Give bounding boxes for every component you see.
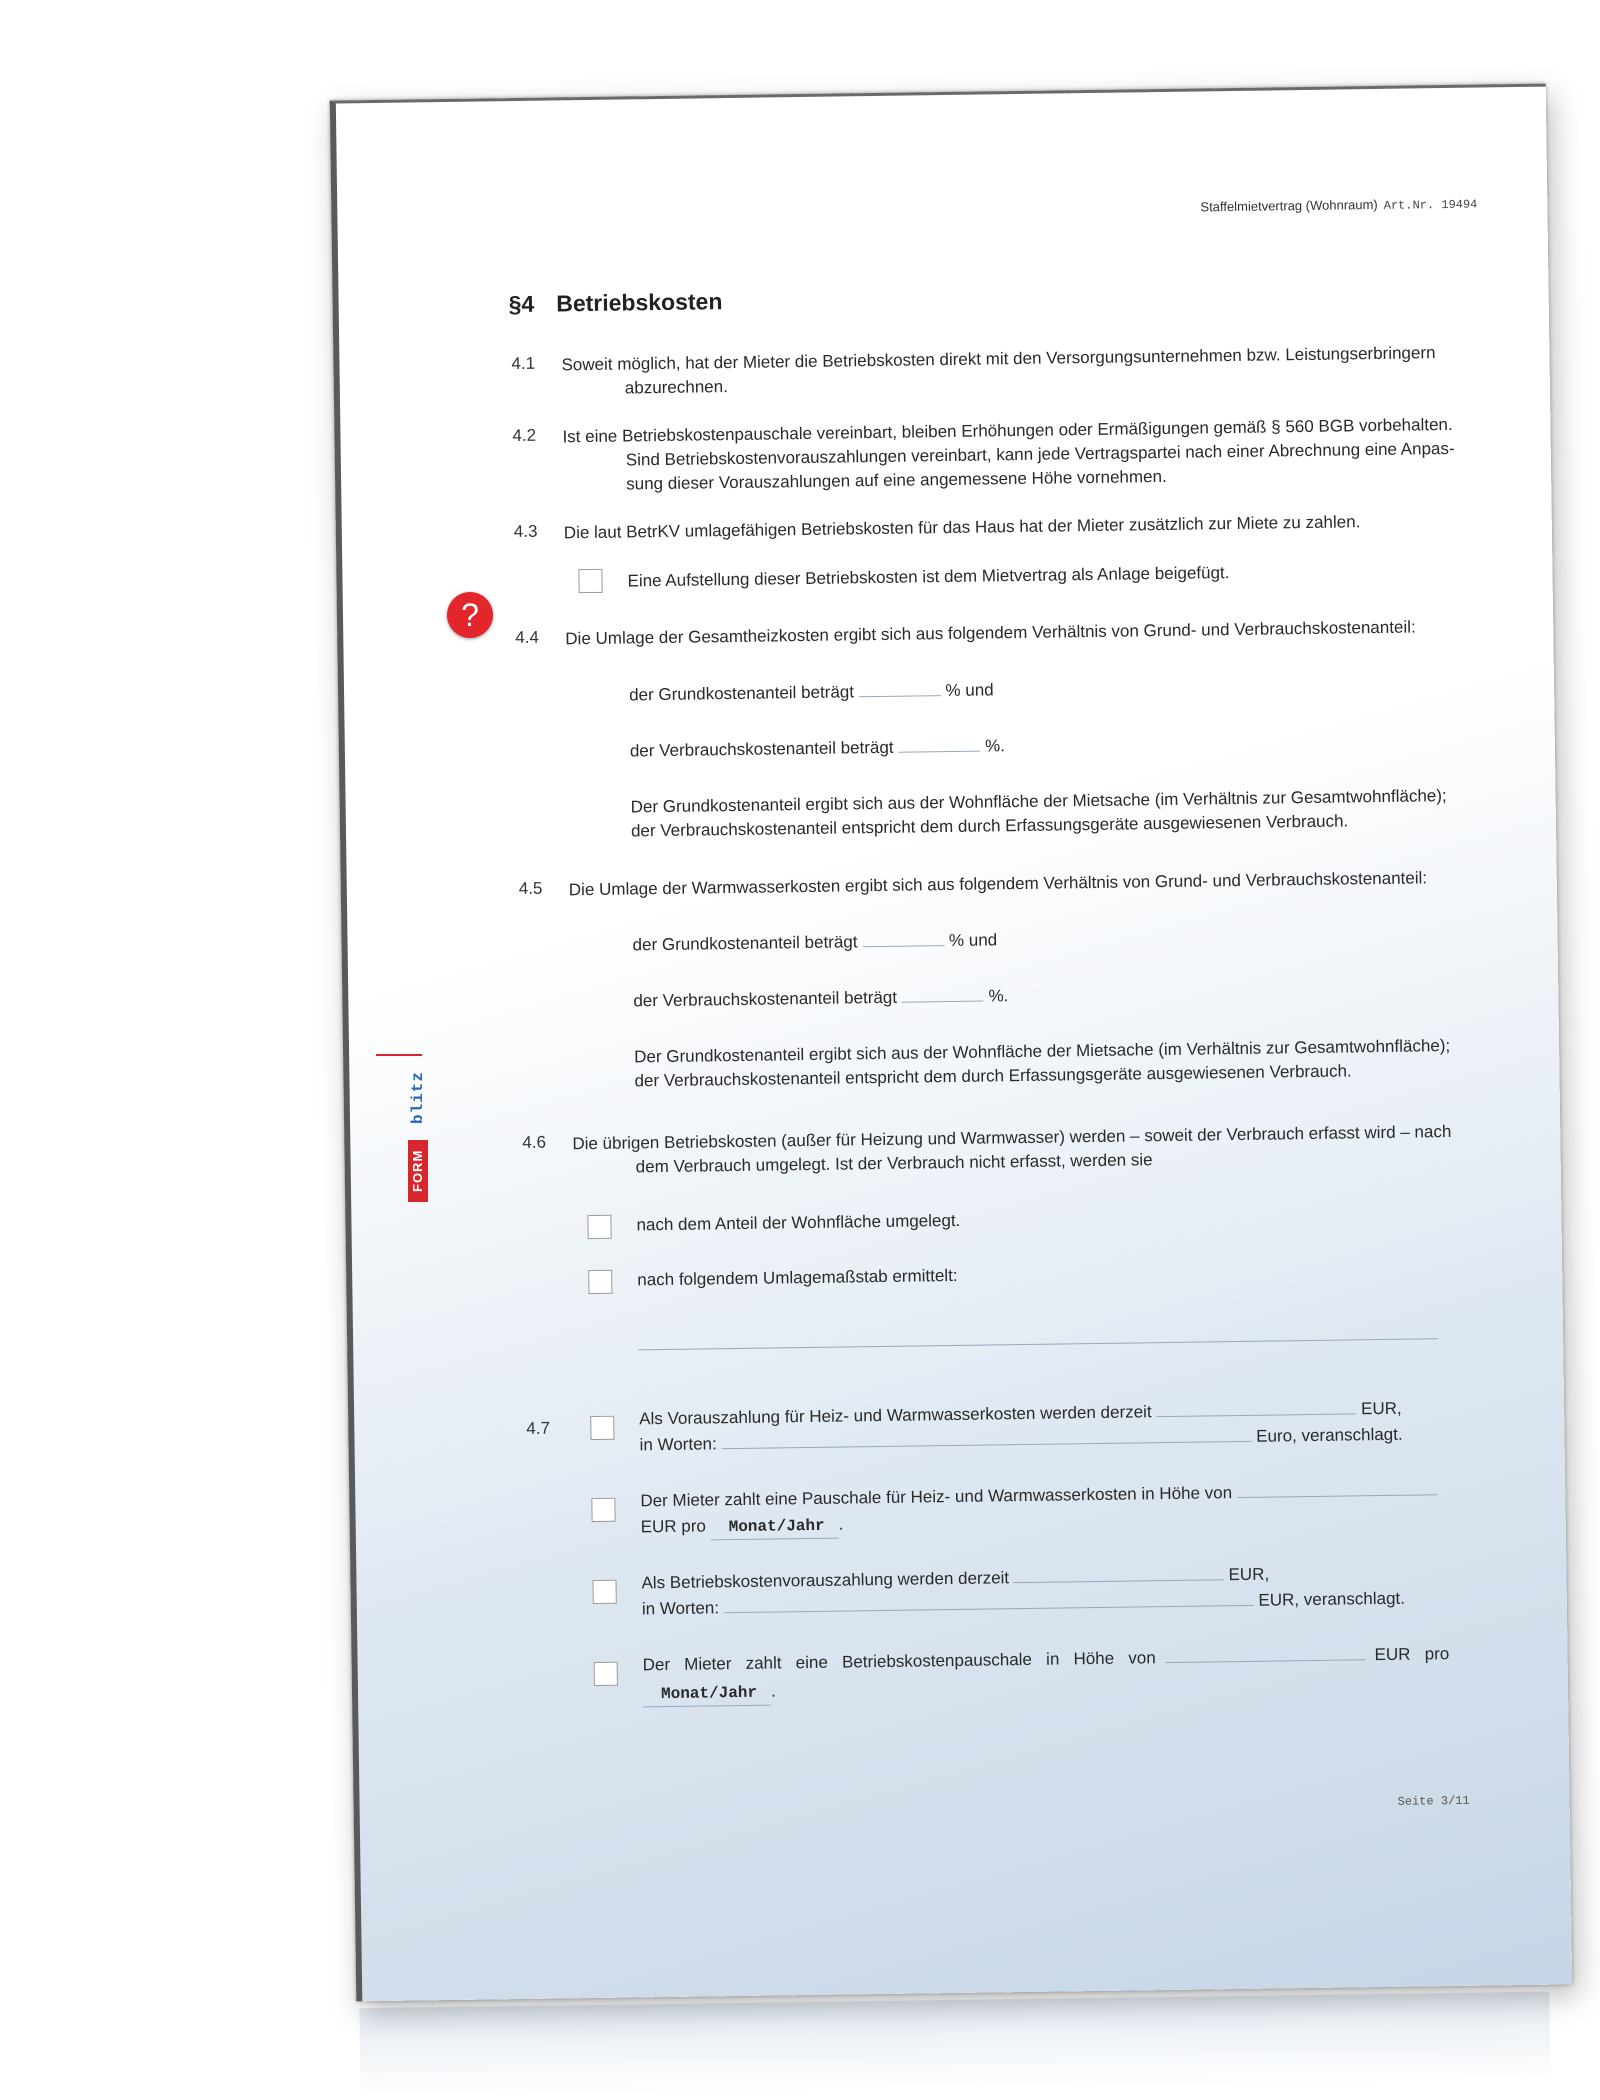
verbrauchskosten-row (633, 984, 1008, 1013)
document-header (1200, 196, 1477, 216)
period-dot: . (838, 1514, 844, 1534)
subsection-number: 4.5 (518, 878, 543, 899)
formblitz-logo (408, 1054, 434, 1202)
verbrauchskosten-input[interactable] (902, 987, 984, 1003)
subsection-number: 4.7 (526, 1418, 551, 1438)
heiz-pauschale-row (640, 1478, 1437, 1513)
verbrauchskosten-unit: %. (984, 736, 1005, 756)
paragraph-line: der Verbrauchskostenanteil entspricht dem durch Erfassungsgeräte ausgewiesenen Verbrauch. (630, 811, 1349, 841)
grundkosten-input[interactable] (859, 681, 941, 697)
heiz-pauschale-period-row (641, 1513, 844, 1542)
wohnflaeche-checkbox[interactable] (587, 1215, 611, 1239)
grundkosten-label: der Grundkostenanteil beträgt (632, 932, 858, 955)
subsection-number: 4.4 (515, 627, 540, 648)
betriebskosten-pauschale-checkbox[interactable] (594, 1662, 618, 1686)
betriebskosten-pauschale-period-row (643, 1680, 776, 1708)
betriebskosten-pauschale-row (642, 1642, 1449, 1677)
section-title (508, 288, 722, 318)
paragraph-line: der Verbrauchskostenanteil entspricht dem durch Erfassungsgeräte ausgewiesenen Verbrauch. (634, 1061, 1352, 1091)
page-reflection (359, 1992, 1550, 2099)
subsection-number: 4.6 (522, 1132, 547, 1152)
umlagemassstab-checkbox[interactable] (588, 1270, 612, 1294)
subsection-number: 4.3 (513, 521, 538, 542)
verbrauchskosten-row (630, 734, 1005, 763)
eur-pro-label: EUR pro (640, 1516, 707, 1537)
betriebskosten-vorauszahlung-label: Als Betriebskostenvorauszahlung werden derzeit (641, 1568, 1010, 1593)
paragraph-line: abzurechnen. (624, 377, 728, 398)
betriebskosten-vorauszahlung-checkbox[interactable] (592, 1580, 616, 1604)
paragraph-line: Soweit möglich, hat der Mieter die Betriebskosten direkt mit den Versorgungsunternehmen bzw. Leistungserbringern (561, 343, 1436, 375)
grundkosten-unit: % und (948, 930, 998, 951)
umlagemassstab-input[interactable] (638, 1338, 1438, 1350)
heiz-vorauszahlung-checkbox[interactable] (590, 1416, 614, 1440)
betriebskosten-vorauszahlung-words-input[interactable] (724, 1591, 1254, 1613)
period-select[interactable]: Monat/Jahr (643, 1681, 771, 1708)
grundkosten-label: der Grundkostenanteil beträgt (628, 682, 855, 705)
eur-veranschlagt-label: EUR, veranschlagt. (1258, 1588, 1406, 1610)
paragraph-line: Der Grundkostenanteil ergibt sich aus der Wohnfläche der Mietsache (im Verhältnis zur Gesamtwohnfläche); (634, 1036, 1451, 1067)
paragraph-line: Die Umlage der Gesamtheizkosten ergibt sich aus folgendem Verhältnis von Grund- und Verbrauchskostenanteil: (565, 617, 1416, 649)
logo-blitz-text: blitz (409, 1070, 427, 1124)
verbrauchskosten-unit: %. (988, 986, 1009, 1006)
paragraph-line: Der Grundkostenanteil ergibt sich aus der Wohnfläche der Mietsache (im Verhältnis zur Gesamtwohnfläche); (630, 786, 1447, 817)
header-title: Staffelmietvertrag (Wohnraum) (1200, 196, 1378, 215)
verbrauchskosten-label: der Verbrauchskostenanteil beträgt (633, 987, 898, 1011)
period-select[interactable]: Monat/Jahr (711, 1514, 839, 1541)
eur-pro-label: EUR pro (1374, 1644, 1450, 1665)
heiz-pauschale-amount-input[interactable] (1237, 1480, 1437, 1498)
period-dot: . (770, 1681, 776, 1701)
in-worten-label: in Worten: (639, 1434, 717, 1455)
section-number: §4 (508, 290, 535, 318)
grundkosten-row (632, 928, 997, 957)
heiz-vorauszahlung-label: Als Vorauszahlung für Heiz- und Warmwasserkosten werden derzeit (639, 1402, 1152, 1429)
verbrauchskosten-label: der Verbrauchskostenanteil beträgt (629, 737, 894, 761)
in-worten-label: in Worten: (641, 1598, 720, 1619)
paragraph-line: Die übrigen Betriebskosten (außer für Heizung und Warmwasser) werden – soweit der Verbrauch erfasst wird – nach (572, 1122, 1452, 1154)
attachment-checkbox[interactable] (578, 569, 602, 593)
paragraph-line: sung dieser Vorauszahlungen auf eine angemessene Höhe vornehmen. (626, 466, 1167, 494)
eur-label: EUR, (1228, 1564, 1270, 1585)
heiz-pauschale-label: Der Mieter zahlt eine Pauschale für Heiz- und Warmwasserkosten in Höhe von (640, 1483, 1233, 1511)
paragraph-line: Ist eine Betriebskostenpauschale vereinbart, bleiben Erhöhungen oder Ermäßigungen gemäß § 560 BGB vorbehalten. (562, 414, 1453, 447)
verbrauchskosten-input[interactable] (898, 737, 980, 753)
subsection-number: 4.1 (511, 353, 536, 374)
eur-label: EUR, (1360, 1398, 1402, 1419)
document-page (330, 84, 1572, 2002)
heiz-pauschale-checkbox[interactable] (591, 1498, 615, 1522)
heiz-vorauszahlung-amount-input[interactable] (1156, 1399, 1356, 1417)
subsection-number: 4.2 (512, 425, 537, 446)
betriebskosten-pauschale-label: Der Mieter zahlt eine Betriebskostenpauschale in Höhe von (642, 1648, 1156, 1675)
heiz-vorauszahlung-words-input[interactable] (721, 1427, 1251, 1449)
logo-form-text: FORM (408, 1140, 428, 1202)
page-number: Seite 3/11 (1397, 1793, 1470, 1809)
paragraph-line: Sind Betriebskostenvorauszahlungen vereinbart, kann jede Vertragspartei nach einer Abrechnung eine Anpas- (625, 438, 1455, 470)
header-artnr: Art.Nr. 19494 (1383, 197, 1478, 213)
help-question-icon[interactable]: ? (447, 592, 493, 638)
grundkosten-input[interactable] (862, 931, 944, 947)
paragraph-line: dem Verbrauch umgelegt. Ist der Verbrauch nicht erfasst, werden sie (635, 1150, 1153, 1177)
betriebskosten-vorauszahlung-amount-input[interactable] (1014, 1565, 1224, 1583)
checkbox-label: nach dem Anteil der Wohnfläche umgelegt. (636, 1210, 961, 1235)
paragraph-line: Die Umlage der Warmwasserkosten ergibt sich aus folgendem Verhältnis von Grund- und Verbrauchskostenanteil: (568, 868, 1428, 900)
paragraph-line: Die laut BetrKV umlagefähigen Betriebskosten für das Haus hat der Mieter zusätzlich zur Miete zu zahlen. (563, 512, 1361, 543)
euro-veranschlagt-label: Euro, veranschlagt. (1256, 1424, 1403, 1446)
checkbox-label: nach folgendem Umlagemaßstab ermittelt: (637, 1265, 958, 1290)
grundkosten-row (629, 678, 994, 707)
betriebskosten-pauschale-amount-input[interactable] (1165, 1645, 1365, 1663)
section-title-text: Betriebskosten (556, 288, 723, 317)
grundkosten-unit: % und (945, 680, 994, 701)
checkbox-label: Eine Aufstellung dieser Betriebskosten ist dem Mietvertrag als Anlage beigefügt. (627, 563, 1230, 591)
